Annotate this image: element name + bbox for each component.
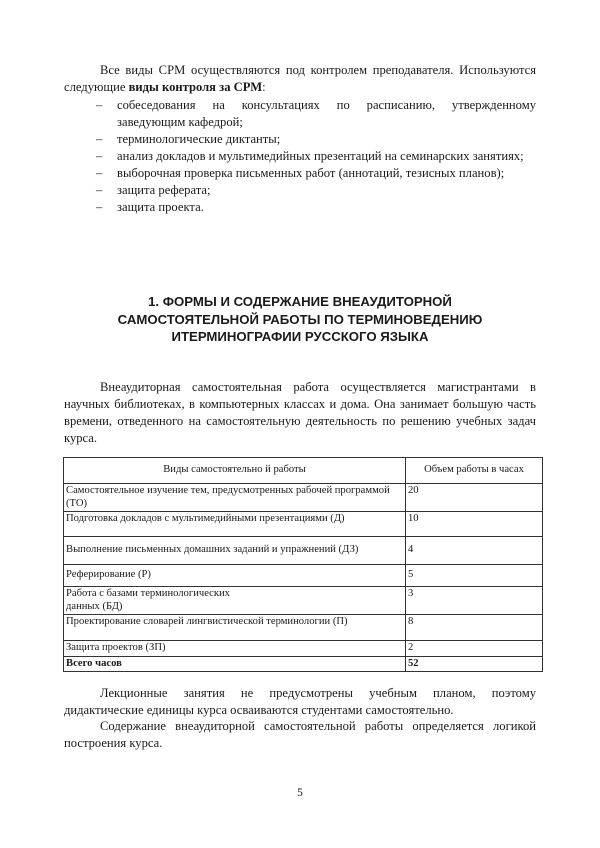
- list-item-text: защита реферата;: [117, 183, 211, 197]
- cell-work-type: Реферирование (Р): [64, 565, 406, 587]
- cell-work-type: Работа с базами терминологических данных (БД): [64, 587, 406, 615]
- dash-bullet: –: [96, 200, 103, 214]
- cell-work-type: Защита проектов (ЗП): [64, 641, 406, 657]
- table-row: [64, 512, 543, 537]
- cell-work-type: Самостоятельное изучение тем, предусмотренных рабочей программой (ТО): [64, 484, 406, 512]
- list-item-text: собеседования на консультациях по расписанию, утвержденному заведующим кафедрой;: [117, 98, 536, 129]
- list-item: [96, 148, 536, 165]
- section-heading: [64, 293, 536, 346]
- intro-paragraph: [64, 62, 536, 96]
- table-row: [64, 587, 543, 615]
- cell-hours: 5: [406, 565, 543, 587]
- header-work-type: Виды самостоятельно й работы: [64, 458, 406, 484]
- list-item-text: анализ докладов и мультимедийных презентаций на семинарских занятиях;: [117, 149, 524, 163]
- list-item: [96, 97, 536, 131]
- dash-bullet: –: [96, 149, 103, 163]
- dash-bullet: –: [96, 132, 103, 146]
- list-item: [96, 131, 536, 148]
- control-types-list: [96, 97, 536, 216]
- cell-hours: 4: [406, 537, 543, 565]
- cell-total-label: Всего часов: [64, 656, 406, 672]
- cell-hours: 2: [406, 641, 543, 657]
- list-item-text: выборочная проверка письменных работ (аннотаций, тезисных планов);: [117, 166, 505, 180]
- cell-hours: 20: [406, 484, 543, 512]
- table-header-row: [64, 458, 543, 484]
- intro-lead: Все виды СРМ осуществляются под контролем преподавателя. Используются следующие: [64, 63, 536, 94]
- body-paragraph-3: Содержание внеаудиторной самостоятельной работы определяется логикой построения курса.: [64, 719, 536, 750]
- table-row: [64, 484, 543, 512]
- heading-line-3: ИТЕРМИНОГРАФИИ РУССКОГО ЯЗЫКА: [171, 329, 429, 344]
- intro-tail: :: [262, 80, 266, 94]
- list-item: [96, 182, 536, 199]
- workload-table: [63, 457, 543, 672]
- cell-hours: 3: [406, 587, 543, 615]
- list-item: [96, 199, 536, 216]
- table-row: [64, 565, 543, 587]
- list-item-text: терминологические диктанты;: [117, 132, 281, 146]
- cell-work-type: Выполнение письменных домашних заданий и упражнений (ДЗ): [64, 537, 406, 565]
- header-hours: Объем работы в часах: [406, 458, 543, 484]
- body-paragraph-2: Лекционные занятия не предусмотрены учебным планом, поэтому дидактические единицы курса осваиваются студентами самостоятельно.: [64, 686, 536, 717]
- table-row: [64, 615, 543, 641]
- cell-hours: 10: [406, 512, 543, 537]
- body-paragraph-1: Внеаудиторная самостоятельная работа осуществляется магистрантами в научных библиотеках, в компьютерных классах и дома. Она занимает большую часть времени, отведенного на самостоятельную деятельность по решению учебных задач курса.: [64, 380, 536, 445]
- dash-bullet: –: [96, 166, 103, 180]
- cell-work-type: Проектирование словарей лингвистической терминологии (П): [64, 615, 406, 641]
- page-number: 5: [297, 787, 303, 799]
- dash-bullet: –: [96, 98, 103, 112]
- intro-bold-term: виды контроля за СРМ: [128, 80, 263, 94]
- table-row: [64, 641, 543, 657]
- dash-bullet: –: [96, 183, 103, 197]
- list-item: [96, 165, 536, 182]
- list-item-text: защита проекта.: [117, 200, 204, 214]
- table-row: [64, 537, 543, 565]
- heading-line-1: 1. ФОРМЫ И СОДЕРЖАНИЕ ВНЕАУДИТОРНОЙ: [148, 294, 452, 309]
- heading-line-2: САМОСТОЯТЕЛЬНОЙ РАБОТЫ ПО ТЕРМИНОВЕДЕНИЮ: [117, 311, 483, 327]
- cell-total-hours: 52: [406, 656, 543, 672]
- cell-work-type: Подготовка докладов с мультимедийными презентациями (Д): [64, 512, 406, 537]
- cell-hours: 8: [406, 615, 543, 641]
- table-total-row: [64, 656, 543, 672]
